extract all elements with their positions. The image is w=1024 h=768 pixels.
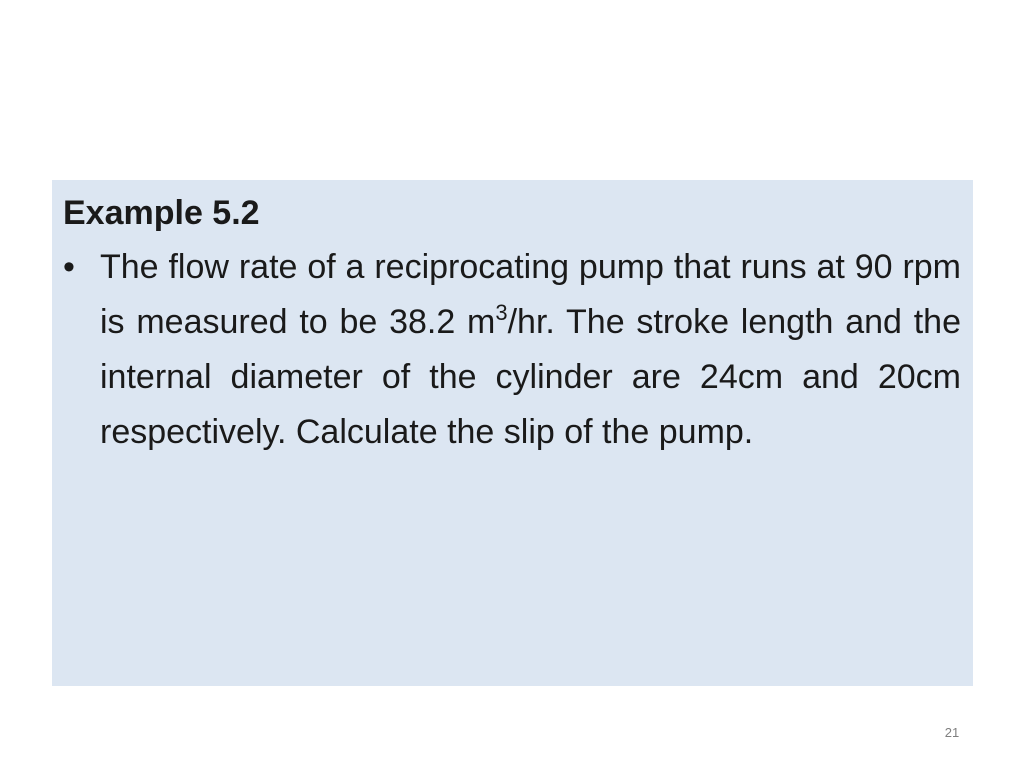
bullet-item <box>63 240 961 460</box>
cubic-superscript: 3 <box>495 300 508 325</box>
page-number: 21 <box>944 725 960 740</box>
problem-statement <box>100 240 961 460</box>
example-heading: Example 5.2 <box>63 194 260 232</box>
bullet-icon: • <box>63 248 75 286</box>
example-content-box <box>52 180 973 686</box>
problem-text-part1: The flow rate of a reciprocating pump that runs at 90 rpm is measured to be 38.2 m <box>100 248 961 341</box>
problem-text-part2: /hr. The stroke length and the internal diameter of the cylinder are 24cm and 20cm respectively. Calculate the slip of the pump. <box>100 303 961 451</box>
